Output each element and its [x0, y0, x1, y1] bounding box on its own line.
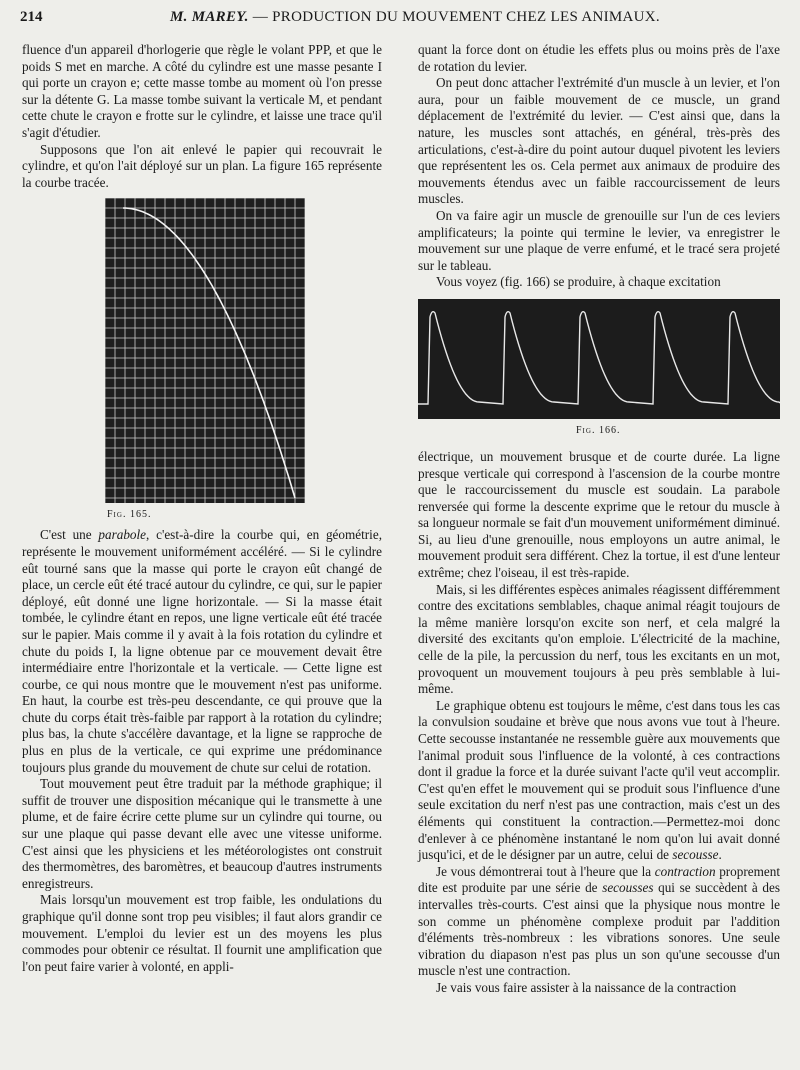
paragraph: Tout mouvement peut être traduit par la méthode graphique; il suffit de trouver une disposition mécanique qui le transmette à une plume, et de faire écrire cette plume sur un cylindre qui tourne, ou sur une plaque qui passe devant elle avec une vitesse uniforme. C'est ainsi que les physiciens et les météorologistes ont construit des thermomètres, des baromètres, et beaucoup d'autres instruments enregistreurs. [22, 776, 382, 891]
paragraph: Je vais vous faire assister à la naissance de la contraction [436, 979, 737, 995]
paragraph: On peut donc attacher l'extrémité d'un muscle à un levier, et l'on aura, pour un faible mouvement de ce muscle, un grand déplacement de l'extrémité du levier. — C'est ainsi que, dans la nature, les muscles sont attachés, en général, très-près des articulations, c'est-à-dire du point autour duquel pivotent les leviers que représentent les os. Cela permet aux animaux de produire des mouvements étendus avec un faible raccourcissement de leurs muscles. [418, 75, 780, 207]
paragraph: Vous voyez (fig. 166) se produire, à chaque excitation [436, 274, 721, 290]
muscle-twitch-recording [418, 299, 780, 419]
paragraph: quant la force dont on étudie les effets plus ou moins près de l'axe de rotation du levier. [418, 42, 780, 74]
figure-caption: Fig. 166. [576, 424, 621, 436]
paragraph: fluence d'un appareil d'horlogerie que règle le volant PPP, et que le poids S met en marche. A côté du cylindre est une masse pesante I qui porte un crayon e; cette masse tombe au moment où l'on presse sur la détente G. La masse tombe suivant la verticale M, et pendant cette chute le crayon e frotte sur le cylindre, et laisse une trace qu'il s'agit d'étudier. [22, 42, 382, 140]
figure-166 [418, 299, 780, 443]
running-header [20, 6, 790, 28]
right-column [418, 42, 780, 997]
paragraph: C'est une parabole, c'est-à-dire la courbe qui, en géométrie, représente le mouvement uniformément accéléré. — Si le cylindre eût tourné sans que la masse qui porte le crayon eût changé de place, un cercle eût été tracé autour du cylindre, ce qui, sur le papier déployé, eût donné une ligne horizontale. — Si la masse était tombée, le cylindre étant en repos, une ligne verticale eût été tracée sur le papier. Mais comme il y avait à la fois rotation du cylindre et chute du poids I, la ligne obtenue par ce mouvement devait être intermédiaire entre l'horizontale et la verticale. — Cette ligne est courbe, ce qui nous montre que le mouvement n'est pas uniforme. En haut, la courbe est très-peu descendante, ce qui prouve que la chute du corps était très-faible par rapport à la rotation du cylindre; plus bas, la chute s'accélère davantage, et la ligne se rapproche de plus en plus de la verticale, ce qui exprime une prédominance toujours plus grande du mouvement de chute sur celui de rotation. [22, 527, 382, 775]
paragraph: Mais, si les différentes espèces animales réagissent différemment contre des excitations semblables, chaque animal réagit toujours de la même manière lorsqu'on excite son nerf, et cela malgré la diversité des excitants qu'on emploie. L'électricité de la machine, celle de la pile, la percussion du nerf, tous les excitants en un mot, provoquent un mouvement toujours à peu près semblable à lui-même. [418, 581, 780, 697]
paragraph: Mais lorsqu'un mouvement est trop faible, les ondulations du graphique qu'il donne sont trop peu visibles; il faut alors grandir ce mouvement. L'emploi du levier est un des moyens les plus commodes pour obtenir ce résultat. Il fournit une amplification que l'on peut faire varier à volonté, en appli- [22, 892, 382, 974]
running-title [170, 6, 660, 28]
page-number: 214 [20, 9, 43, 25]
figure-caption: Fig. 165. [107, 509, 152, 521]
figure-165 [105, 198, 305, 521]
parabola-grid-plot [105, 198, 305, 503]
paragraph: On va faire agir un muscle de grenouille sur l'un de ces leviers amplificateurs; la pointe qui termine le levier, va enregistrer le mouvement sur une plaque de verre enfumé, et le tracé sera projeté sur le tableau. [418, 207, 780, 273]
author-name: M. MAREY. [170, 9, 249, 25]
paragraph: Le graphique obtenu est toujours le même, c'est dans tous les cas la convulsion soudaine et brève que nous avons vue tout à l'heure. Cette secousse instantanée ne ressemble guère aux mouvements que l'animal produit sous l'influence de la volonté, à ces contractions dont il gradue la force et la durée suivant l'acte qu'il veut accomplir. C'est qu'en effet le mouvement qui se produit sous l'influence d'une seule excitation du nerf n'est pas une contraction, mais c'est un des éléments qui constituent la contraction.—Permettez-moi donc d'enlever à ce phénomène instantané le nom qu'on lui avait donné jusqu'ici, et de le désigner par un autre, celui de secousse. [418, 697, 780, 863]
chapter-title: — PRODUCTION DU MOUVEMENT CHEZ LES ANIMAUX. [252, 9, 660, 25]
left-column [22, 42, 382, 975]
paragraph: Je vous démontrerai tout à l'heure que la contraction proprement dite est produite par une série de secousses qui se succèdent à des intervalles très-courts. C'est ainsi que la physique nous montre le son comme un phénomène complexe produit par l'addition d'éléments très-nombreux : les vibrations sonores. Une seule vibration du diapason n'est pas plus un son qu'une secousse d'un muscle n'est une contraction. [418, 863, 781, 979]
paragraph: Supposons que l'on ait enlevé le papier qui recouvrait le cylindre, et qu'on l'ait déployé sur un plan. La figure 165 représente la courbe tracée. [22, 141, 382, 190]
graph-paper-grid [105, 198, 305, 503]
paragraph: électrique, un mouvement brusque et de courte durée. La ligne presque verticale qui correspond à l'ascension de la courbe montre que le raccourcissement du muscle est soudain. La parabole renversée qui forme la descente exprime que le retour du muscle à sa longueur normale se fait d'un mouvement uniformément diminué. Si, au lieu d'une grenouille, nous employons un autre animal, le mouvement produit sera différent. Chez la tortue, il est d'une lenteur extrême; chez l'oiseau, il est très-rapide. [418, 448, 780, 581]
